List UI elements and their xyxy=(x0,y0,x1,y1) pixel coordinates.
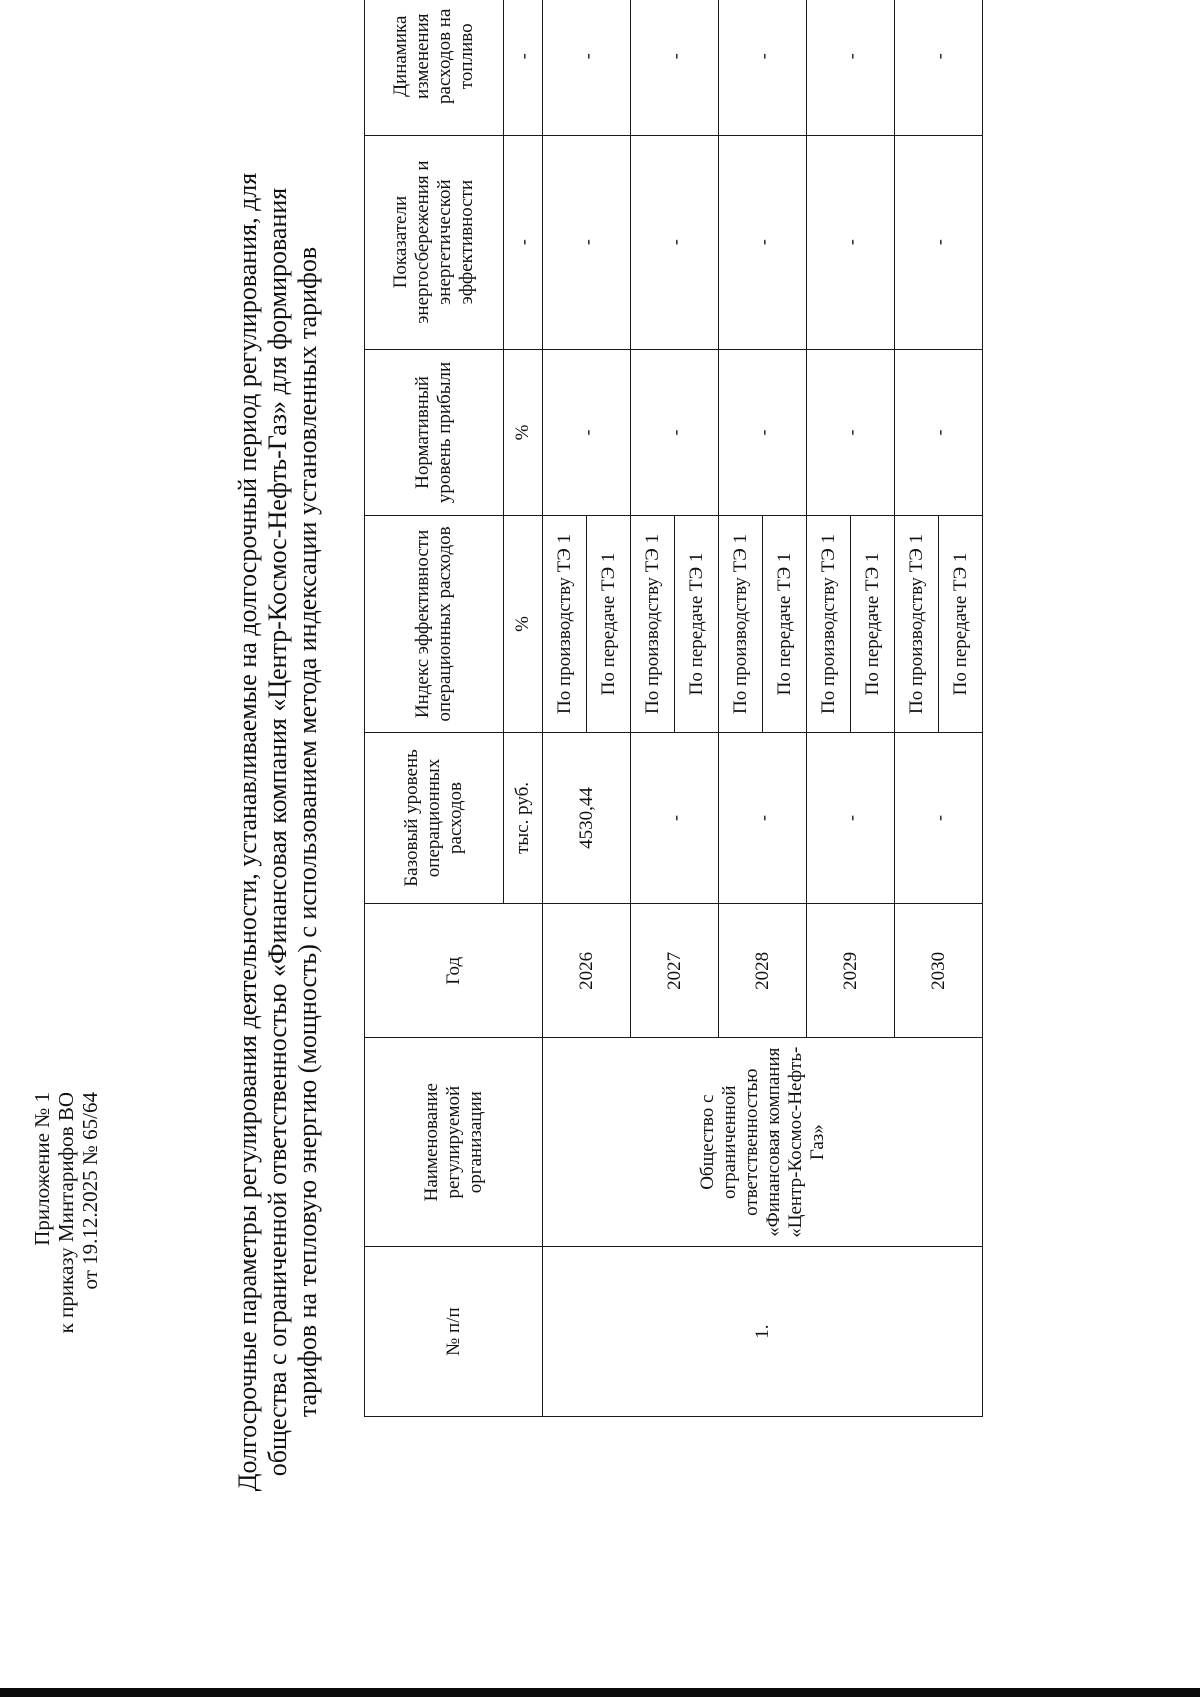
fuel-dynamics-cell: - xyxy=(807,0,895,135)
document-title xyxy=(233,137,323,1527)
norm-profit-cell: - xyxy=(719,349,807,516)
title-line-3: тарифов на тепловую энергию (мощность) с использованием метода индексации установленных тарифов xyxy=(293,246,322,1418)
appendix-order: к приказу Минтарифов ВО xyxy=(54,1092,78,1334)
production-index-cell: По производству ТЭ 1 xyxy=(895,516,939,732)
base-level-cell: 4530,44 xyxy=(543,732,631,904)
title-line-1: Долгосрочные параметры регулирования деятельности, устанавливаемые на долгосрочный период регулирования, для xyxy=(233,172,262,1492)
scan-bottom-edge xyxy=(0,1688,1200,1697)
appendix-reference xyxy=(30,1092,102,1333)
year-cell: 2029 xyxy=(807,904,895,1038)
norm-profit-cell: - xyxy=(895,349,983,516)
header-norm-profit: Нормативный уровень прибыли xyxy=(365,349,504,516)
header-year: Год xyxy=(365,904,543,1038)
energy-saving-cell: - xyxy=(631,135,719,349)
unit-dynamics: - xyxy=(504,0,543,135)
fuel-dynamics-cell: - xyxy=(719,0,807,135)
base-level-cell: - xyxy=(631,732,719,904)
fuel-dynamics-cell: - xyxy=(895,0,983,135)
year-cell: 2030 xyxy=(895,904,983,1038)
unit-index: % xyxy=(504,516,543,732)
base-level-cell: - xyxy=(719,732,807,904)
transfer-index-cell: По передаче ТЭ 1 xyxy=(763,516,807,732)
transfer-index-cell: По передаче ТЭ 1 xyxy=(851,516,895,732)
header-fuel-dynamics: Динамика изменения расходов на топливо xyxy=(365,0,504,135)
header-num: № п/п xyxy=(365,1247,543,1417)
header-organization: Наименование регулируемой организации xyxy=(365,1038,543,1247)
fuel-dynamics-cell: - xyxy=(631,0,719,135)
transfer-index-cell: По передаче ТЭ 1 xyxy=(675,516,719,732)
table-row xyxy=(543,0,587,1417)
transfer-index-cell: По передаче ТЭ 1 xyxy=(587,516,631,732)
energy-saving-cell: - xyxy=(543,135,631,349)
organization-name: Общество с ограниченной ответственностью «Финансовая компания «Центр-Космос-Нефть-Газ» xyxy=(543,1038,983,1247)
parameters-table xyxy=(364,0,983,1417)
norm-profit-cell: - xyxy=(631,349,719,516)
year-cell: 2027 xyxy=(631,904,719,1038)
header-base-level: Базовый уровень операционных расходов xyxy=(365,732,504,904)
header-row xyxy=(365,0,504,1417)
header-energy-saving: Показатели энергосбережения и энергетической эффективности xyxy=(365,135,504,349)
unit-base: тыс. руб. xyxy=(504,732,543,904)
production-index-cell: По производству ТЭ 1 xyxy=(807,516,851,732)
fuel-dynamics-cell: - xyxy=(543,0,631,135)
production-index-cell: По производству ТЭ 1 xyxy=(719,516,763,732)
appendix-number: Приложение № 1 xyxy=(30,1092,54,1246)
energy-saving-cell: - xyxy=(807,135,895,349)
unit-norm: % xyxy=(504,349,543,516)
norm-profit-cell: - xyxy=(807,349,895,516)
production-index-cell: По производству ТЭ 1 xyxy=(631,516,675,732)
appendix-date: от 19.12.2025 № 65/64 xyxy=(78,1092,102,1290)
year-cell: 2028 xyxy=(719,904,807,1038)
energy-saving-cell: - xyxy=(719,135,807,349)
base-level-cell: - xyxy=(895,732,983,904)
norm-profit-cell: - xyxy=(543,349,631,516)
year-cell: 2026 xyxy=(543,904,631,1038)
title-line-2: общества с ограниченной ответственностью «Финансовая компания «Центр-Космос-Нефть-Газ» для формирования xyxy=(263,187,292,1477)
unit-energy: - xyxy=(504,135,543,349)
energy-saving-cell: - xyxy=(895,135,983,349)
production-index-cell: По производству ТЭ 1 xyxy=(543,516,587,732)
header-efficiency-index: Индекс эффективности операционных расходов xyxy=(365,516,504,732)
transfer-index-cell: По передаче ТЭ 1 xyxy=(939,516,983,732)
base-level-cell: - xyxy=(807,732,895,904)
row-number: 1. xyxy=(543,1247,983,1417)
